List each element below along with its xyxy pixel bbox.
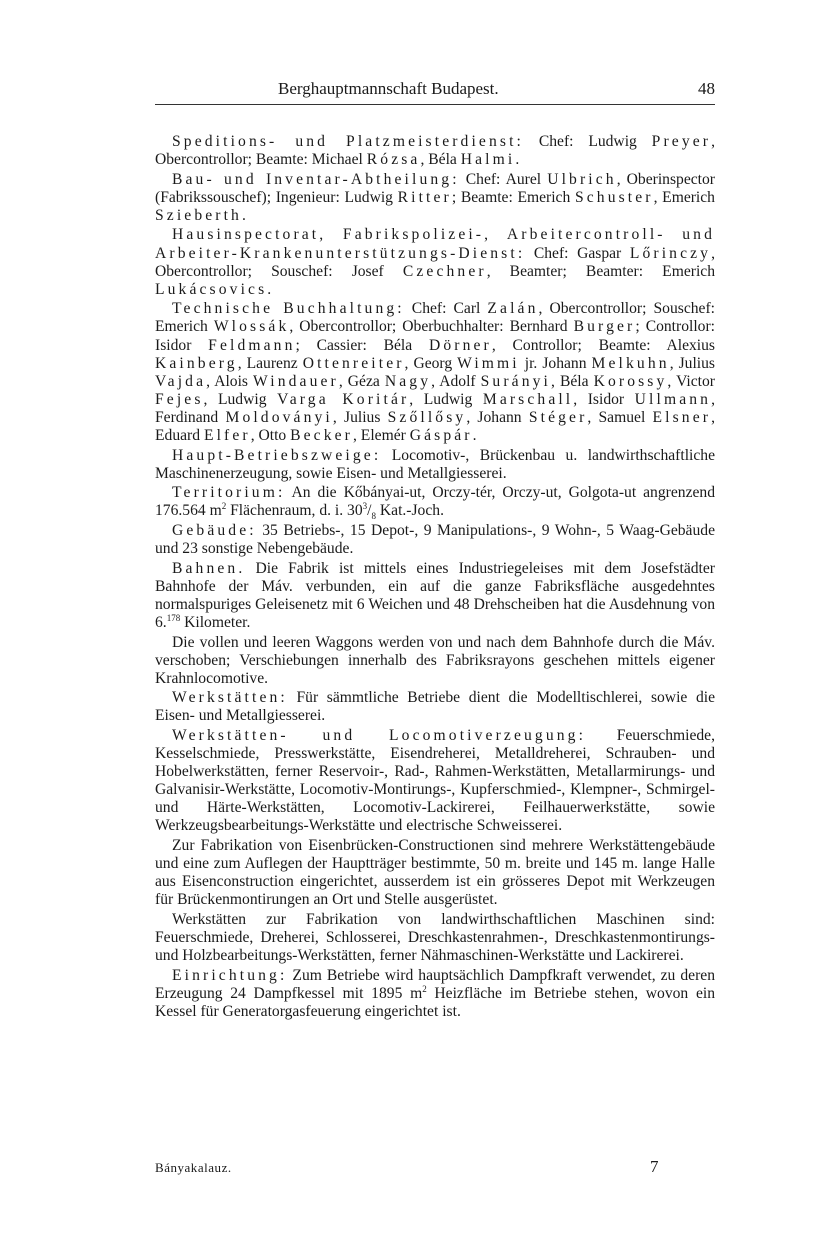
paragraph	[155, 522, 715, 558]
text-run: , Béla	[551, 372, 594, 390]
text-run: An die Kőbányai-ut, Orczy-tér, Orczy-ut, Golgota-ut angrenzend 176.564 m	[155, 484, 715, 520]
text-run: jr. Johann	[519, 354, 592, 372]
paragraph	[155, 560, 715, 632]
text-run: ; Controllor: Isidor	[155, 318, 715, 354]
text-run: Locomotiv-, Brückenbau u. landwirthschaftliche Maschinenerzeugung, sowie Eisen- und Metallgiesserei.	[155, 446, 715, 482]
text-run: Zur Fabrikation von Eisenbrücken-Constructionen sind mehrere Werkstättengebäude und eine zum Auflegen der Hauptträger bestimmte, 50 m. breite und 145 m. lange Halle aus Eisenconstruction eingerichtet, ausserdem ist ein grösseres Depot mit Werkzeugen für Brückenmontirungen an Ort und Stelle ausgerüstet.	[155, 837, 715, 909]
text-run: , Laurenz	[237, 354, 303, 372]
text-run: , Otto	[250, 427, 291, 444]
spaced-term: Fejes	[155, 390, 204, 408]
spaced-term: Bahnen.	[172, 559, 246, 577]
spaced-term: Vajda	[155, 372, 207, 390]
text-run: , Julius	[669, 354, 715, 372]
sheet-number: 7	[650, 1157, 659, 1176]
text-run: , Johann	[466, 408, 529, 426]
text-run: , Obercontrollor; Beamte: Michael	[155, 133, 715, 169]
spaced-term: Becker	[290, 427, 353, 444]
spaced-term: Schuster	[574, 188, 654, 206]
spaced-term: Szieberth	[155, 206, 242, 224]
text-run: , Obercontrollor; Souschef: Josef	[155, 244, 715, 280]
spaced-term: Stéger	[528, 408, 588, 426]
spaced-term: Dörner	[428, 336, 492, 354]
text-run: Die vollen und leeren Waggons werden von und nach dem Bahnhofe durch die Máv. verschoben; Verschiebungen innerhalb des Fabriksrayons geschehen mittels eigener Krahnlocomotive.	[155, 633, 715, 687]
spaced-term: Gáspár	[409, 427, 473, 444]
spaced-term: Varga Koritár	[277, 390, 410, 408]
paragraph	[155, 171, 715, 225]
spaced-term: Korossy	[593, 372, 668, 390]
running-title: Berghauptmannschaft Budapest.	[278, 79, 499, 98]
spaced-term: Hausinspectorat, Fabrikspolizei-, Arbeitercontroll- und Arbeiter-Krankenunterstützungs-Dienst:	[155, 226, 715, 262]
spaced-term: Lukácsovics	[155, 280, 268, 298]
text-run: , Controllor; Beamte: Alexius	[491, 336, 715, 354]
spaced-term: Werkstätten- und Locomotiverzeugung:	[172, 727, 587, 744]
text-run: , Béla	[420, 151, 461, 169]
text-run: 35 Betriebs-, 15 Depot-, 9 Manipulations-, 9 Wohn-, 5 Waag-Gebäude und 23 sonstige Nebengebäude.	[155, 521, 715, 558]
paragraph	[155, 967, 715, 1021]
text-run: Zum Betriebe wird hauptsächlich Dampfkraft verwendet, zu deren Erzeugung 24 Dampfkessel mit 1895 m	[155, 966, 715, 1002]
spaced-term: Windauer	[253, 372, 339, 390]
spaced-term: Moldoványi	[225, 408, 333, 426]
spaced-term: Wlossák	[213, 318, 290, 336]
superscript: 2	[221, 501, 227, 512]
text-run: , Samuel	[587, 408, 653, 426]
text-run: .	[515, 151, 520, 169]
paragraph	[155, 911, 715, 965]
spaced-term: Wimmi	[457, 354, 520, 372]
text-run: , Emerich	[653, 188, 715, 206]
text-run: Chef: Ludwig	[523, 133, 652, 150]
text-run: Kat.-Joch.	[375, 502, 444, 520]
spaced-term: Einrichtung:	[172, 966, 288, 984]
paragraph	[155, 727, 715, 836]
text-run: , Eduard	[155, 408, 715, 444]
spaced-term: Nagy	[384, 372, 432, 390]
spaced-term: Preyer	[651, 133, 712, 150]
text-run: .	[267, 280, 272, 298]
paragraph	[155, 484, 715, 520]
spaced-term: Haupt-Betriebszweige:	[172, 446, 382, 464]
spaced-term: Lőrinczy	[629, 244, 712, 262]
spaced-term: Zalán	[487, 300, 539, 318]
printer-signature: Bányakalauz.	[155, 1160, 232, 1175]
text-run: Werkstätten zur Fabrikation von landwirthschaftlichen Maschinen sind: Feuerschmiede, Dreherei, Schlosserei, Dreschkastenrahmen-, Dreschkastenmontirungs- und Holzbearbeitungs-Werkstätten, ferner Nähmaschinen-Werkstätte und Lackirerei.	[155, 910, 715, 965]
page-header	[155, 79, 715, 101]
paragraph	[155, 133, 715, 169]
spaced-term: Surányi	[480, 372, 551, 390]
text-run: , Julius	[332, 408, 388, 426]
spaced-term: Bau- und Inventar-Abtheilung:	[172, 170, 460, 188]
paragraph	[155, 300, 715, 445]
spaced-term: Elsner	[652, 408, 712, 426]
spaced-term: Territorium:	[172, 484, 286, 502]
spaced-term: Melkuhn	[591, 354, 670, 372]
text-run: , Georg	[404, 354, 458, 372]
text-run: Chef: Aurel	[459, 170, 548, 188]
superscript: 2	[422, 983, 427, 994]
paragraph	[155, 226, 715, 298]
spaced-term: Technische Buchhaltung:	[172, 300, 405, 318]
text-run: Chef: Carl	[404, 300, 488, 318]
spaced-term: Speditions- und Platzmeisterdienst:	[172, 133, 524, 150]
text-run: ; Cassier: Béla	[295, 336, 429, 354]
text-run: , Ludwig	[203, 390, 278, 408]
page-number: 48	[698, 79, 715, 98]
text-run: , Géza	[338, 372, 385, 390]
text-run: , Oberinspector (Fabrikssouschef); Ingenieur: Ludwig	[155, 170, 715, 206]
superscript: 3	[362, 501, 368, 512]
paragraph	[155, 447, 715, 483]
spaced-term: Feldmann	[208, 336, 296, 354]
text-run: Flächenraum, d. i. 30	[226, 502, 363, 520]
text-run: /	[367, 502, 372, 520]
text-run: Chef: Gaspar	[525, 244, 630, 262]
body-text	[155, 133, 715, 1023]
superscript: 178	[166, 612, 181, 623]
text-run: , Beamter; Beamter: Emerich	[486, 262, 715, 280]
subscript: 8	[371, 511, 376, 522]
text-run: Die Fabrik ist mittels eines Industriegeleises mit dem Josefstädter Bahnhofe der Máv. verbunden, ein auf die ganze Fabriksfläche ausgedehntes normalspuriges Geleisenetz mit 6 Weichen und 48 Drehscheiben hat die Ausdehnung von 6.	[155, 559, 715, 631]
text-run: Kilometer.	[180, 613, 251, 631]
text-run: , Obercontrollor; Souschef: Emerich	[155, 300, 715, 336]
text-run: .	[472, 427, 477, 444]
text-run: , Victor	[667, 372, 715, 390]
spaced-term: Gebäude:	[172, 521, 257, 539]
text-run: , Obercontrollor; Oberbuchhalter: Bernhard	[289, 318, 574, 336]
paragraph	[155, 689, 715, 725]
spaced-term: Ottenreiter	[302, 354, 405, 372]
text-run: ; Beamte: Emerich	[451, 188, 575, 206]
spaced-term: Halmi	[460, 151, 516, 169]
header-rule	[155, 104, 715, 105]
text-run: Heizfläche im Betriebe stehen, wovon ein Kessel für Generatorgasfeuerung eingerichtet ist.	[155, 984, 715, 1020]
text-run: , Adolf	[431, 372, 481, 390]
text-run: Für sämmtliche Betriebe dient die Modelltischlerei, sowie die Eisen- und Metallgiesserei.	[155, 689, 715, 725]
spaced-term: Ritter	[397, 188, 452, 206]
text-run: , Ludwig	[409, 390, 483, 408]
spaced-term: Ulbrich	[547, 170, 617, 188]
text-run: Feuerschmiede, Kesselschmiede, Presswerkstätte, Eisendreherei, Metalldreherei, Schrauben- und Hobelwerkstätten, ferner Reservoir-, Rad-, Rahmen-Werkstätten, Metallarmirungs- und Galvanisir-Werkstätte, Locomotiv-Montirungs-, Kupferschmied-, Klempner-, Schmirgel- und Härte-Werkstätten, Locomotiv-Lackirerei, Feilhauerwerkstätte, sowie Werkzeugsbearbeitungs-Werkstätte und electrische Schweisserei.	[155, 727, 715, 835]
spaced-term: Kainberg	[155, 354, 238, 372]
text-run: , Elemér	[353, 427, 410, 444]
paragraph	[155, 634, 715, 688]
spaced-term: Szőllősy	[387, 408, 467, 426]
text-run: , Isidor	[573, 390, 635, 408]
spaced-term: Burger	[573, 318, 636, 336]
spaced-term: Rózsa	[366, 151, 421, 169]
spaced-term: Ullmann	[634, 390, 712, 408]
spaced-term: Marschall	[482, 390, 574, 408]
text-run: , Ferdinand	[155, 390, 715, 426]
spaced-term: Czechner	[402, 262, 487, 280]
spaced-term: Werkstätten:	[172, 689, 288, 707]
paragraph	[155, 837, 715, 909]
text-run: .	[241, 206, 246, 224]
spaced-term: Elfer	[203, 427, 251, 444]
text-run: , Alois	[206, 372, 254, 390]
